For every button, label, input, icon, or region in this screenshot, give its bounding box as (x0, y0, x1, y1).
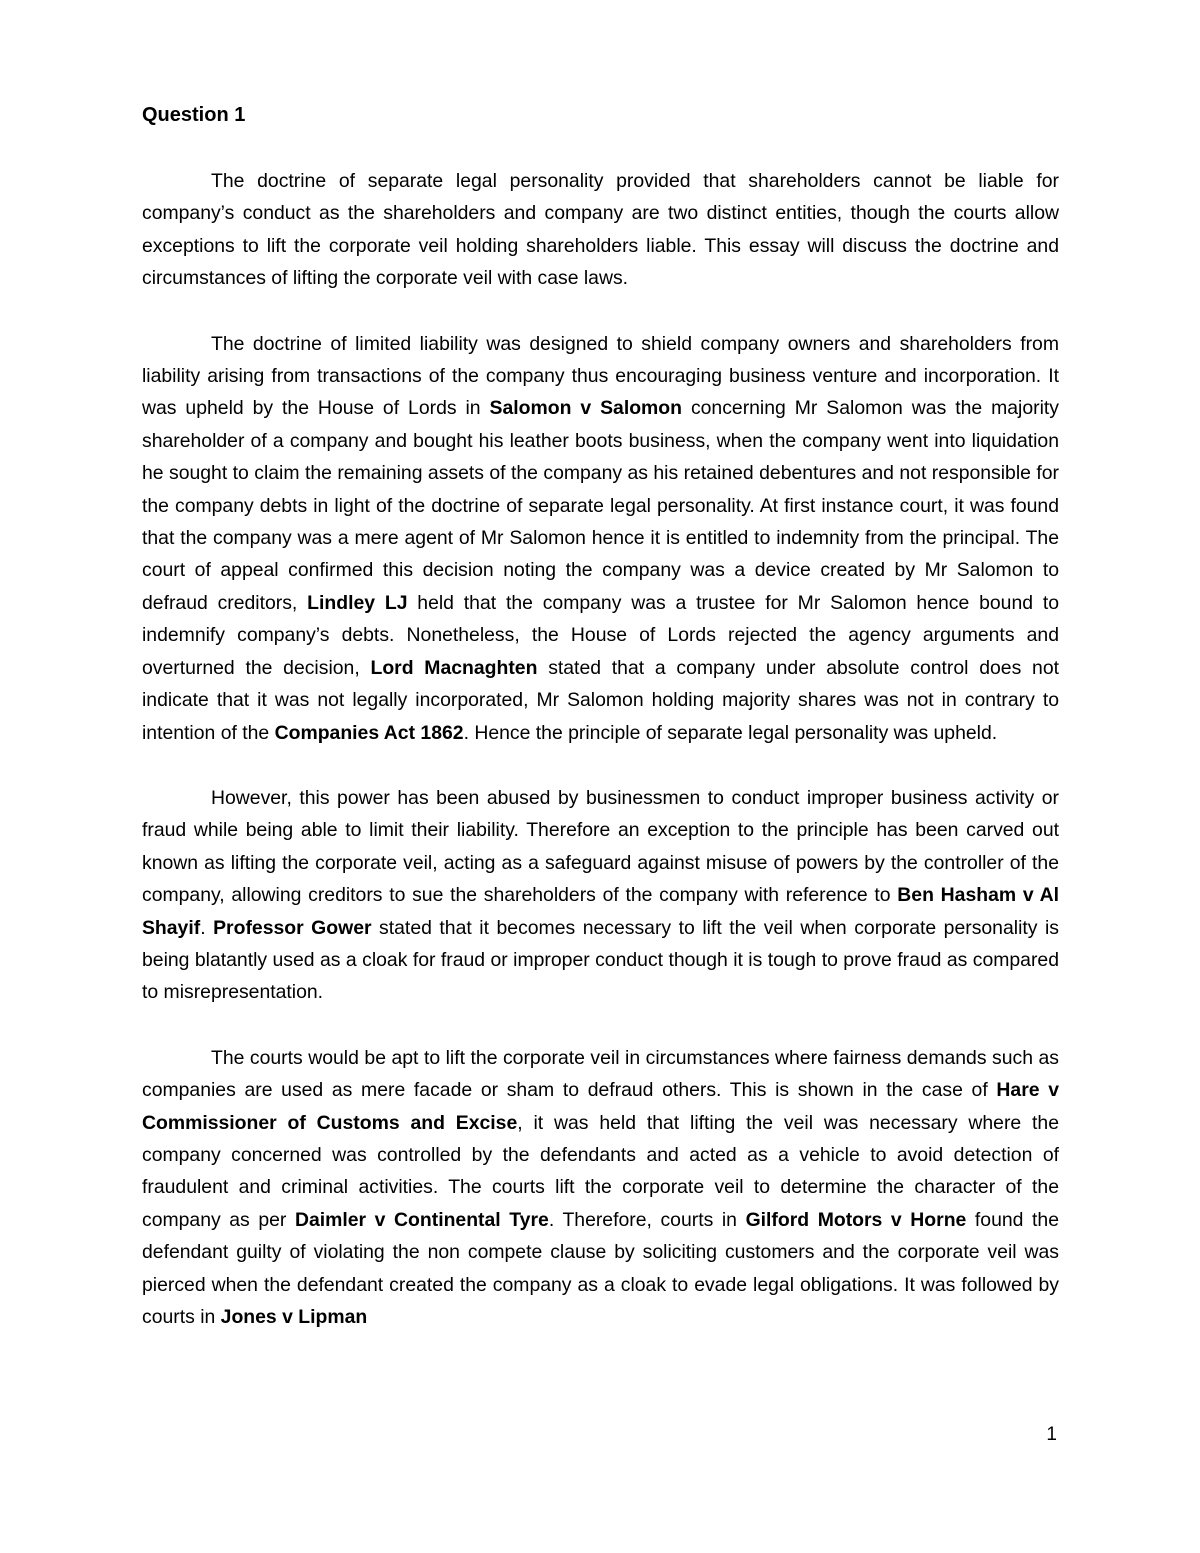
case-reference: Hare v Commissioner of Customs and Excise (142, 1079, 1059, 1134)
case-reference: Salomon v Salomon (489, 397, 682, 420)
page-number: 1 (1046, 1424, 1057, 1445)
text-run: The doctrine of limited liability was designed to shield company owners and shareholders from liability arising from transactions of the company thus encouraging business venture and incorporation. It was upheld by the House of Lords in (142, 332, 1059, 420)
text-run: , it was held that lifting the veil was necessary where the company concerned was controlled by the defendants and acted as a vehicle to avoid detection of fraudulent and criminal activities. The courts lift the corporate veil to determine the character of the company as per (142, 1111, 1059, 1231)
case-reference: Jones v Lipman (220, 1306, 368, 1328)
text-run: . Hence the principle of separate legal personality was upheld. (463, 721, 998, 744)
text-run: The courts would be apt to lift the corporate veil in circumstances where fairness demands such as companies are used as mere facade or sham to defraud others. This is shown in the case of (142, 1046, 1059, 1102)
text-run: The doctrine of separate legal personality provided that shareholders cannot be liable for company’s conduct as the shareholders and company are two distinct entities, though the courts allow exceptions to lift the corporate veil holding shareholders liable. This essay will discuss the doctrine and circumstances of lifting the corporate veil with case laws. (142, 170, 1059, 290)
paragraph (142, 782, 1059, 1009)
case-reference: Ben Hasham v Al Shayif (142, 884, 1059, 939)
case-reference: Companies Act 1862 (274, 721, 464, 744)
text-run: However, this power has been abused by businessmen to conduct improper business activity or fraud while being able to limit their liability. Therefore an exception to the principle has been carved out known as lifting the corporate veil, acting as a safeguard against misuse of powers by the controller of the company, allowing creditors to sue the shareholders of the company with reference to (142, 786, 1059, 907)
case-reference: Daimler v Continental Tyre (294, 1208, 549, 1231)
case-reference: Professor Gower (213, 916, 372, 939)
text-run: held that the company was a trustee for Mr Salomon hence bound to indemnify company’s debts. Nonetheless, the House of Lords rejected the agency arguments and overturned the decision, (142, 591, 1059, 679)
text-run: found the defendant guilty of violating the non compete clause by soliciting customers and the corporate veil was pierced when the defendant created the company as a cloak to evade legal obligations. It was followed by courts in (142, 1208, 1059, 1328)
case-reference: Lindley LJ (307, 591, 408, 614)
essay-body (142, 165, 1059, 1366)
case-reference: Lord Macnaghten (370, 656, 538, 679)
text-run: concerning Mr Salomon was the majority shareholder of a company and bought his leather boots business, when the company went into liquidation he sought to claim the remaining assets of the company as his retained debentures and not responsible for the company debts in light of the doctrine of separate legal personality. At first instance court, it was found that the company was a mere agent of Mr Salomon hence it is entitled to indemnity from the principal. The court of appeal confirmed this decision noting the company was a device created by Mr Salomon to defraud creditors, (142, 397, 1059, 614)
text-run: . (200, 916, 214, 939)
paragraph (142, 165, 1059, 295)
text-run: . Therefore, courts in (548, 1208, 746, 1231)
text-run: stated that it becomes necessary to lift the veil when corporate personality is being blatantly used as a cloak for fraud or improper conduct though it is tough to prove fraud as compared to misrepresentation. (142, 916, 1059, 1004)
paragraph (142, 1042, 1059, 1334)
case-reference: Gilford Motors v Horne (745, 1208, 967, 1231)
text-run: stated that a company under absolute control does not indicate that it was not legally incorporated, Mr Salomon holding majority shares was not in contrary to intention of the (142, 656, 1059, 744)
page-title: Question 1 (142, 104, 246, 126)
paragraph (142, 328, 1059, 749)
